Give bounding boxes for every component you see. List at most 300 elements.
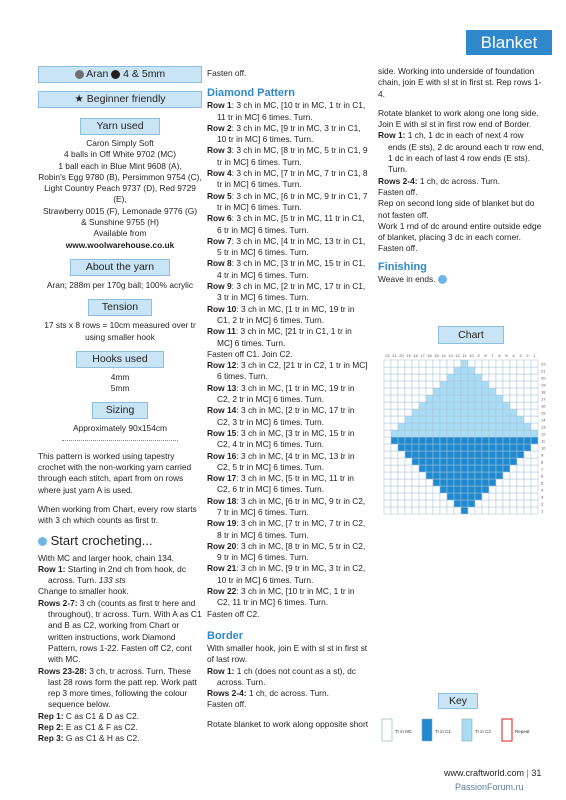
chart-cell [440,465,447,472]
sizing-text: Approximately 90x154cm [72,423,168,434]
tension-heading: Tension [88,299,152,316]
chart-cell [468,444,475,451]
chart-cell [496,409,503,416]
chart-cell [412,458,419,465]
chart-cell [412,402,419,409]
fasten-off-text: Fasten off. [207,68,247,78]
chart-cell [398,416,405,423]
chart-cell [391,479,398,486]
row-text: 1 ch, 1 dc in each of next 4 row ends (E sts), 2 dc around each tr row end, 1 dc in each of last 4 row ends (E sts). Turn. [388,130,544,175]
chart-cell [496,360,503,367]
chart-cell [475,409,482,416]
sizing-heading: Sizing [92,402,148,419]
star-icon: ★ [74,93,84,105]
chart-cell [447,493,454,500]
chart-cell [419,367,426,374]
chart-cell [391,374,398,381]
chart-cell [531,409,538,416]
chart-cell [398,430,405,437]
chart-cell [503,416,510,423]
row-text: E as C1 & F as C2. [63,721,138,732]
chart-cell [426,360,433,367]
chart-cell [475,374,482,381]
chart-cell [419,402,426,409]
chart-cell [510,381,517,388]
chart-cell [503,423,510,430]
chart-cell [433,465,440,472]
chart-cell [510,479,517,486]
row-number: 2 [541,501,544,507]
chart-cell [419,388,426,395]
column-number: 4 [512,353,515,358]
chart-cell [454,472,461,479]
chart-cell [384,416,391,423]
footer-site[interactable]: www.craftworld.com [444,768,525,778]
instruction-row [38,733,202,744]
chart-cell [489,395,496,402]
row-text: : 3 ch in MC, [2 tr in MC, 17 tr in C2, 3 tr in MC] 6 times. Turn. [217,405,355,427]
row-label: Row 4 [207,168,232,179]
chart-cell [440,423,447,430]
chart-cell [405,395,412,402]
chart-cell [454,444,461,451]
column-number: 21 [392,353,397,358]
chart-cell [454,451,461,458]
row-number: 21 [541,368,546,374]
row-label: Row 20 [207,540,237,551]
chart-cell [391,395,398,402]
column-number: 17 [420,353,425,358]
yarn-line: 1 ball each in Blue Mint 9608 (A), [58,160,182,171]
chart-cell [524,493,531,500]
instruction-row [207,349,369,360]
row-label: Rep 2: [38,721,64,732]
chart-cell [503,409,510,416]
chart-cell [468,507,475,514]
chart-cell [398,409,405,416]
chart-cell [433,402,440,409]
chart-cell [482,486,489,493]
yarn-line: Available from [93,228,147,239]
chart-cell [454,486,461,493]
start-heading [38,533,202,549]
chart-cell [447,423,454,430]
chart-cell [447,451,454,458]
chart-cell [496,367,503,374]
chart-cell [419,451,426,458]
row-text: : 3 ch in MC, [9 tr in MC, 3 tr in C1, 10 tr in MC] 6 times. Turn. [217,122,361,145]
chart-cell [517,437,524,444]
bullet-icon [38,537,47,546]
chart-cell [524,465,531,472]
chart-cell [454,500,461,507]
instruction-row [207,304,369,327]
instruction-row [207,383,369,406]
chart-cell [440,493,447,500]
chart-cell [524,507,531,514]
yarn-site-link[interactable]: www.woolwarehouse.co.uk [65,239,175,250]
chart-cell [384,409,391,416]
chart-cell [468,381,475,388]
chart-cell [419,507,426,514]
chart-cell [440,479,447,486]
chart-cell [391,388,398,395]
chart-cell [524,472,531,479]
chart-cell [503,388,510,395]
end-dot-icon [438,275,447,284]
chart-cell [468,437,475,444]
row-label: Row 14 [207,405,237,416]
chart-cell [482,472,489,479]
row-label: Row 10 [207,303,237,314]
chart-cell [447,479,454,486]
row-label: Row 15 [207,427,237,438]
row-label: Row 17 [207,473,237,484]
chart-cell [510,437,517,444]
chart-cell [461,437,468,444]
column-2 [207,68,369,730]
chart-cell [412,423,419,430]
chart-cell [475,493,482,500]
row-label: Rows 2-7: [38,597,78,608]
chart-cell [384,451,391,458]
chart-cell [482,479,489,486]
chart-cell [482,451,489,458]
chart-cell [489,486,496,493]
chart-cell [384,395,391,402]
instruction-row [207,100,369,123]
chart-cell [398,402,405,409]
chart-cell [447,500,454,507]
chart-cell [447,486,454,493]
chart-cell [510,507,517,514]
chart-cell [510,367,517,374]
chart-cell [475,479,482,486]
row-number: 8 [541,459,544,465]
chart-cell [384,472,391,479]
chart-cell [482,444,489,451]
hooks-heading: Hooks used [76,351,164,368]
chart-cell [524,360,531,367]
finishing-text [378,274,544,285]
chart-cell [405,430,412,437]
chart-cell [426,381,433,388]
chart-cell [447,388,454,395]
chart-cell [454,430,461,437]
chart-cell [517,360,524,367]
chart-cell [454,423,461,430]
chart-cell [461,444,468,451]
chart-cell [517,367,524,374]
chart-cell [398,479,405,486]
chart-cell [447,437,454,444]
chart-cell [412,486,419,493]
pattern-chart [378,348,548,688]
chart-cell [475,430,482,437]
hook-size: 4 & 5mm [123,68,166,80]
chart-cell [384,402,391,409]
chart-cell [440,458,447,465]
chart-cell [517,402,524,409]
instruction-row [207,518,369,541]
instruction-row [207,688,369,699]
chart-cell [531,423,538,430]
chart-cell [503,444,510,451]
chart-cell [489,493,496,500]
chart-cell [440,360,447,367]
chart-cell [517,486,524,493]
chart-cell [489,360,496,367]
chart-cell [489,402,496,409]
chart-cell [482,507,489,514]
chart-cell [468,486,475,493]
chart-cell [433,437,440,444]
start-intro: With MC and larger hook, chain 134. [38,552,174,563]
instruction-row [207,541,369,564]
chart-cell [531,507,538,514]
row-number: 4 [541,487,544,493]
column-number: 18 [413,353,418,358]
chart-cell [496,465,503,472]
row-number: 22 [541,361,546,367]
chart-cell [496,430,503,437]
chart-cell [510,402,517,409]
chart-cell [489,388,496,395]
chart-cell [412,430,419,437]
chart-cell [419,416,426,423]
yarn-line: Light Country Peach 9737 (D), Red 9729 (E), [44,183,196,205]
chart-cell [468,360,475,367]
row-label: Row 9 [207,281,232,292]
chart-cell [384,458,391,465]
chart-cell [412,388,419,395]
chart-cell [454,388,461,395]
chart-cell [461,500,468,507]
rotate-long-text: Rotate blanket to work along one long side. Join E with sl st in first row end of Border. [378,107,539,130]
chart-cell [517,500,524,507]
chart-cell [440,507,447,514]
chart-cell [510,395,517,402]
chart-cell [384,500,391,507]
chart-cell [475,437,482,444]
chart-cell [440,374,447,381]
chart-cell [454,360,461,367]
column-number: 2 [526,353,529,358]
chart-cell [461,493,468,500]
chart-cell [440,381,447,388]
row-text: : 3 ch in MC, [21 tr in C1, 1 tr in MC] 6 times. Turn. [217,326,352,348]
chart-cell [440,472,447,479]
chart-cell [489,465,496,472]
chart-cell [398,388,405,395]
chart-cell [405,486,412,493]
chart-cell [531,444,538,451]
row-text: : 3 ch in MC, [10 tr in MC, 1 tr in C2, 11 tr in MC] 6 times. Turn. [217,586,355,608]
chart-cell [447,395,454,402]
chart-cell [384,507,391,514]
row-label: Row 6 [207,213,232,224]
key-swatch [462,719,472,741]
chart-cell [419,374,426,381]
chart-cell [433,472,440,479]
chart-cell [433,360,440,367]
column-number: 16 [427,353,432,358]
chart-cell [482,500,489,507]
row-number: 12 [541,431,546,437]
chart-cell [468,374,475,381]
instruction-row [207,236,369,259]
chart-cell [440,409,447,416]
chart-cell [447,367,454,374]
chart-cell [440,367,447,374]
chart-cell [384,388,391,395]
chart-cell [405,451,412,458]
chart-cell [454,507,461,514]
chart-cell [531,458,538,465]
chart-cell [440,395,447,402]
chart-cell [461,451,468,458]
row-text: G as C1 & H as C2. [63,733,140,744]
chart-cell [426,451,433,458]
chart-cell [496,500,503,507]
chart-cell [510,430,517,437]
row-text: : 3 ch in MC, [5 tr in MC, 11 tr in C1, 6 tr in MC] 6 times. Turn. [217,213,365,235]
instruction-row [378,130,544,175]
chart-cell [426,458,433,465]
chart-cell [440,416,447,423]
chart-cell [461,430,468,437]
chart-cell [454,367,461,374]
chart-cell [524,444,531,451]
chart-cell [496,458,503,465]
chart-cell [412,493,419,500]
chart-cell [447,402,454,409]
border-heading: Border [207,629,244,642]
chart-cell [391,416,398,423]
chart-cell [510,444,517,451]
row-label: Row 12 [207,360,237,371]
chart-cell [405,465,412,472]
chart-cell [475,367,482,374]
chart-cell [419,423,426,430]
chart-cell [405,360,412,367]
row-label: Rows 2-4: [207,688,247,699]
row-text: : 3 ch in C2, [21 tr in C2, 1 tr in MC] 6 times. Turn. [217,360,368,382]
row-text: : 3 ch in MC, [3 tr in MC, 15 tr in C2, 4 tr in MC] 6 times. Turn. [217,427,355,450]
chart-cell [468,493,475,500]
chart-cell [531,402,538,409]
row-text: Fasten off C1. Join C2. [207,348,293,359]
intro-paragraph-1: This pattern is worked using tapestry crochet with the non-working yarn carried through each stitch, apart from on rows where just yarn A is used. [38,450,192,495]
column-number: 8 [484,353,487,358]
instruction-row [38,722,202,733]
chart-cell [384,374,391,381]
chart-cell [517,479,524,486]
chart-cell [468,395,475,402]
chart-cell [419,493,426,500]
chart-cell [405,444,412,451]
chart-cell [510,486,517,493]
row-text: Starting in 2nd ch from hook, dc across. Turn. [48,563,187,586]
chart-cell [419,486,426,493]
chart-cell [468,416,475,423]
chart-cell [405,472,412,479]
chart-cell [433,409,440,416]
chart-cell [391,381,398,388]
chart-cell [482,381,489,388]
chart-cell [447,444,454,451]
chart-cell [426,486,433,493]
chart-cell [531,437,538,444]
chart-cell [475,507,482,514]
column-number: 19 [406,353,411,358]
chart-cell [426,388,433,395]
instruction-row [207,428,369,451]
instruction-row [207,258,369,281]
row-number: 1 [541,508,544,514]
chart-cell [391,444,398,451]
chart-cell [489,430,496,437]
chart-cell [384,430,391,437]
chart-cell [454,458,461,465]
chart-cell [496,486,503,493]
chart-cell [391,465,398,472]
key-swatch [502,719,512,741]
chart-cell [524,423,531,430]
tension-line: 17 sts x 8 rows = 10cm measured over tr [44,320,196,331]
row-number: 10 [541,445,546,451]
tension-text [38,320,202,343]
chart-cell [461,458,468,465]
row-label: Rows 2-4: [378,175,418,186]
row-text: : 3 ch in MC, [8 tr in MC, 5 tr in C1, 9 tr in MC] 6 times. Turn. [217,145,368,167]
chart-cell [412,381,419,388]
chart-cell [503,465,510,472]
chart-cell [433,451,440,458]
chart-cell [524,381,531,388]
chart-cell [510,500,517,507]
row-label: Row 21 [207,563,237,574]
yarn-weight: Aran [86,68,109,80]
chart-cell [524,374,531,381]
chart-cell [454,374,461,381]
chart-cell [468,472,475,479]
chart-cell [482,458,489,465]
instruction-row [207,360,369,383]
row-number: 7 [541,466,544,472]
chart-cell [398,472,405,479]
chart-cell [384,493,391,500]
chart-cell [496,451,503,458]
chart-cell [426,430,433,437]
chart-cell [433,367,440,374]
row-label: Row 11 [207,326,236,337]
row-text: : 3 ch in MC, [7 tr in MC, 7 tr in C2, 8 tr in MC] 6 times. Turn. [217,518,366,540]
column-number: 6 [498,353,501,358]
chart-cell [468,430,475,437]
chart-cell [461,486,468,493]
row-number: 17 [541,396,546,402]
chart-cell [440,451,447,458]
chart-cell [454,437,461,444]
chart-cell [426,374,433,381]
chart-cell [503,458,510,465]
chart-cell [426,367,433,374]
column-number: 10 [469,353,474,358]
chart-cell [489,500,496,507]
chart-cell [454,465,461,472]
chart-cell [391,493,398,500]
